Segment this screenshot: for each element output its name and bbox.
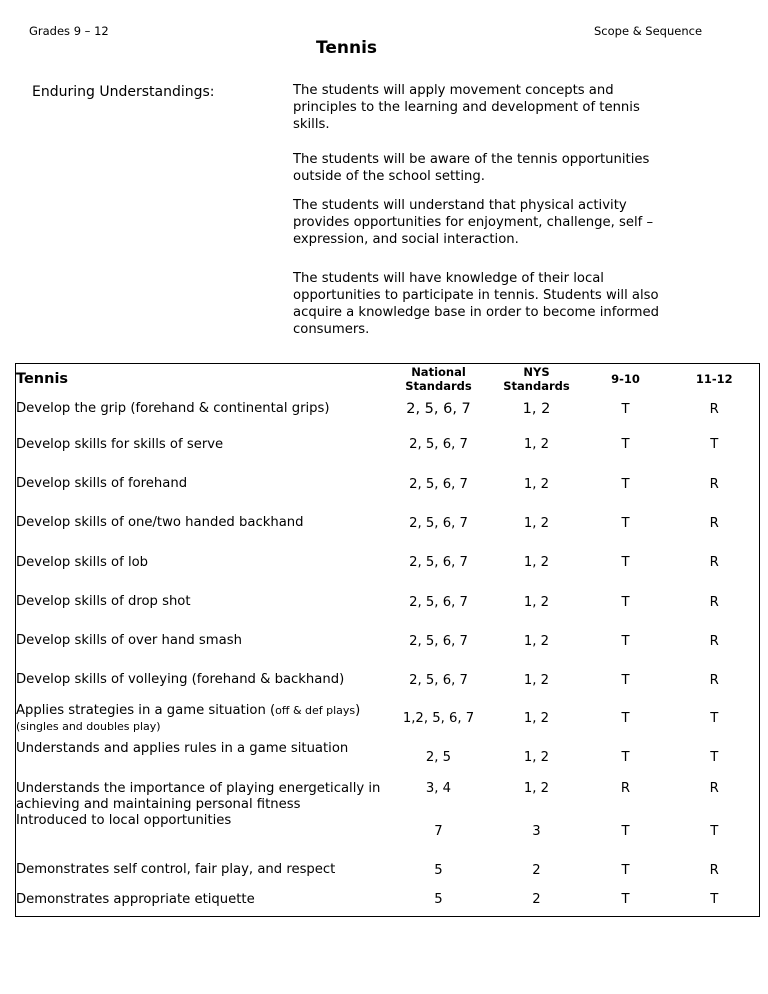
grade-9-10-cell: T xyxy=(621,476,630,492)
grade-9-10-cell: T xyxy=(621,437,630,452)
enduring-understandings-label: Enduring Understandings: xyxy=(32,84,215,100)
grade-9-10-cell: T xyxy=(621,891,630,907)
understanding-paragraph-4: The students will have knowledge of their local opportunities to participate in tennis. Students will also acquire a knowledge base in order to become informed consumers. xyxy=(293,271,659,337)
national-standards-cell: 2, 5, 6, 7 xyxy=(409,437,468,452)
grade-9-10-cell: T xyxy=(621,672,630,688)
skill-text: Applies strategies in a game situation ( xyxy=(16,702,276,718)
understanding-paragraph-3: The students will understand that physical activity provides opportunities for enjoyment, challenge, self – expression, and social interaction. xyxy=(293,198,654,247)
national-standards-cell: 2, 5, 6, 7 xyxy=(409,476,468,492)
page-title: Tennis xyxy=(316,38,378,58)
nys-standards-cell: 1, 2 xyxy=(523,780,550,796)
skill-cell: Develop skills of lob xyxy=(16,554,149,570)
column-national-standards: National Standards xyxy=(405,364,472,393)
nys-standards-cell: 3 xyxy=(532,824,541,839)
skill-cell: Understands the importance of playing energetically in achieving and maintaining personal fitness xyxy=(16,780,381,812)
grade-11-12-cell: R xyxy=(709,401,719,417)
skill-cell: Develop skills for skills of serve xyxy=(16,436,224,452)
nys-standards-cell: 1, 2 xyxy=(523,437,550,452)
nys-standards-cell: 1, 2 xyxy=(522,401,551,417)
skill-cell: Develop skills of volleying (forehand & backhand) xyxy=(16,672,345,687)
column-grades-9-10: 9-10 xyxy=(611,371,640,386)
skill-cell: Introduced to local opportunities xyxy=(16,812,232,828)
table-row xyxy=(16,543,760,583)
skill-cell: Develop skills of one/two handed backhand xyxy=(16,515,304,530)
skill-text-end: ) xyxy=(355,702,361,718)
skill-cell: Demonstrates self control, fair play, and respect xyxy=(16,862,336,877)
understanding-paragraph-1: The students will apply movement concepts and principles to the learning and development of tennis skills. xyxy=(293,83,640,132)
grade-11-12-cell: T xyxy=(710,711,719,726)
table-row xyxy=(16,778,760,813)
table-row xyxy=(16,394,760,425)
nys-standards-cell: 2 xyxy=(532,862,541,878)
national-standards-cell: 7 xyxy=(434,824,443,839)
national-standards-cell: 2, 5, 6, 7 xyxy=(406,401,471,417)
nys-standards-cell: 2 xyxy=(532,891,541,907)
column-nys-standards: NYS Standards xyxy=(503,364,570,393)
table-row xyxy=(16,465,760,504)
nys-standards-cell: 1, 2 xyxy=(523,515,550,531)
grade-9-10-cell: R xyxy=(620,780,631,796)
skill-cell: Understands and applies rules in a game situation xyxy=(16,740,349,756)
understanding-paragraph-2: The students will be aware of the tennis opportunities outside of the school setting. xyxy=(293,152,650,184)
grade-11-12-cell: R xyxy=(709,672,719,688)
grade-11-12-cell: T xyxy=(710,750,719,765)
grade-9-10-cell: T xyxy=(621,750,630,765)
table-row xyxy=(16,583,760,622)
table-row xyxy=(16,851,760,890)
table-corner-label: Tennis xyxy=(16,370,69,387)
grade-11-12-cell: T xyxy=(710,891,719,907)
table-row xyxy=(16,890,760,917)
grade-9-10-cell: T xyxy=(621,555,630,570)
scope-sequence-table xyxy=(15,363,760,917)
grade-11-12-cell: T xyxy=(710,824,719,839)
skill-note: (singles and doubles play) xyxy=(16,719,161,733)
grade-11-12-cell: T xyxy=(710,437,719,452)
column-grades-11-12: 11-12 xyxy=(695,371,733,386)
national-standards-cell: 1,2, 5, 6, 7 xyxy=(402,711,475,726)
nys-standards-cell: 1, 2 xyxy=(523,476,550,492)
skill-cell: Develop the grip (forehand & continental grips) xyxy=(16,401,330,416)
national-standards-cell: 2, 5, 6, 7 xyxy=(409,633,468,649)
skill-small-text: off & def plays xyxy=(275,703,356,717)
skill-cell: Demonstrates appropriate etiquette xyxy=(16,891,255,907)
grade-9-10-cell: T xyxy=(621,633,630,649)
nys-standards-cell: 1, 2 xyxy=(523,711,550,726)
grade-11-12-cell: R xyxy=(709,476,719,492)
table-row xyxy=(16,622,760,661)
grade-11-12-cell: R xyxy=(709,594,719,610)
nys-standards-cell: 1, 2 xyxy=(523,750,550,765)
nys-standards-cell: 1, 2 xyxy=(523,672,550,688)
skill-cell: Develop skills of forehand xyxy=(16,476,188,491)
skill-cell: Develop skills of over hand smash xyxy=(16,633,242,648)
grade-9-10-cell: T xyxy=(621,401,630,417)
national-standards-cell: 2, 5, 6, 7 xyxy=(409,672,468,688)
table-row xyxy=(16,661,760,700)
national-standards-cell: 5 xyxy=(434,862,443,878)
grade-9-10-cell: T xyxy=(621,515,630,531)
skill-cell: Develop skills of drop shot xyxy=(16,594,191,609)
table-row xyxy=(16,425,760,465)
scope-sequence-label: Scope & Sequence xyxy=(594,24,703,38)
table-header-row xyxy=(16,364,760,394)
table-row xyxy=(16,738,760,778)
grade-11-12-cell: R xyxy=(709,780,719,796)
national-standards-cell: 3, 4 xyxy=(425,780,452,796)
grade-11-12-cell: R xyxy=(709,555,719,570)
national-standards-cell: 2, 5, 6, 7 xyxy=(409,555,468,570)
table-row xyxy=(16,700,760,738)
grade-11-12-cell: R xyxy=(709,515,719,531)
grade-11-12-cell: R xyxy=(709,633,719,649)
grade-11-12-cell: R xyxy=(709,862,719,878)
nys-standards-cell: 1, 2 xyxy=(523,594,550,610)
nys-standards-cell: 1, 2 xyxy=(523,633,550,649)
nys-standards-cell: 1, 2 xyxy=(523,555,550,570)
national-standards-cell: 2, 5, 6, 7 xyxy=(409,594,468,610)
national-standards-cell: 5 xyxy=(434,891,443,907)
grade-9-10-cell: T xyxy=(621,862,630,878)
grade-9-10-cell: T xyxy=(621,711,630,726)
table-row xyxy=(16,813,760,851)
grades-label: Grades 9 – 12 xyxy=(29,24,109,38)
national-standards-cell: 2, 5, 6, 7 xyxy=(409,515,468,531)
table-row xyxy=(16,504,760,543)
grade-9-10-cell: T xyxy=(621,824,630,839)
grade-9-10-cell: T xyxy=(621,594,630,610)
national-standards-cell: 2, 5 xyxy=(425,750,452,765)
skill-cell xyxy=(16,700,386,738)
